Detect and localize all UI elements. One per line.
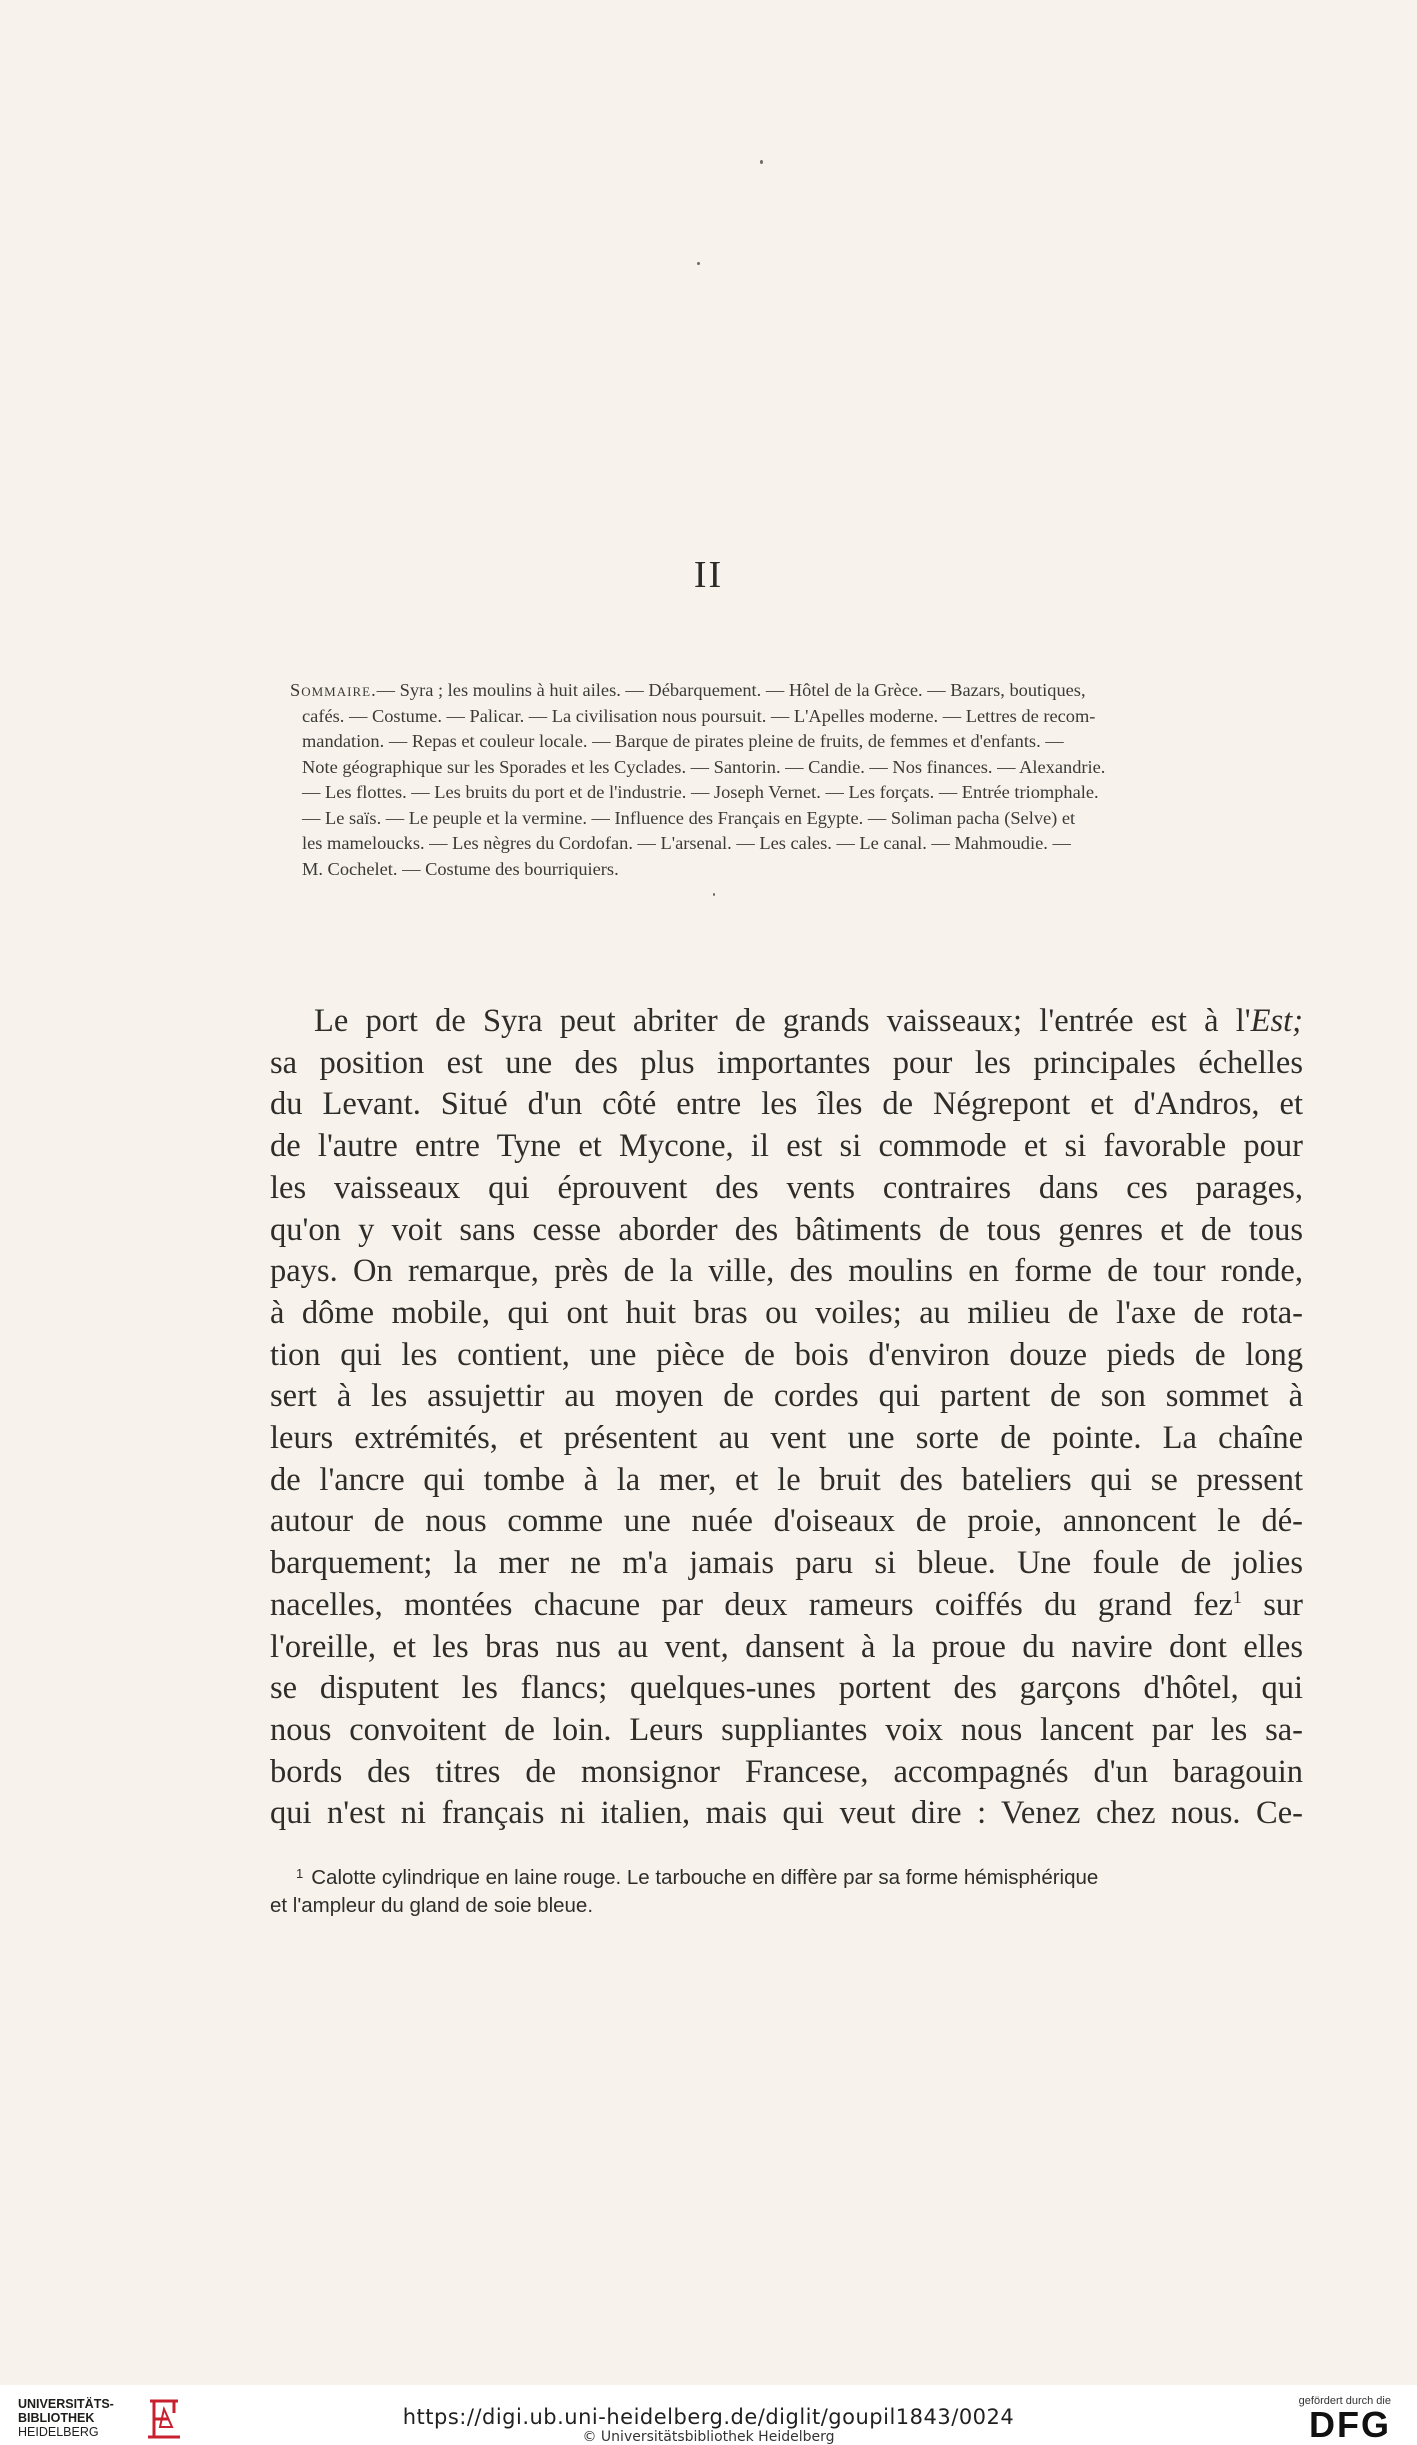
footnote-marker: 1 [296,1866,304,1881]
summary-line: cafés. — Costume. — Palicar. — La civilisation nous poursuit. — L'Apelles moderne. — Lettres de recom- [302,705,1096,726]
body-line: à dôme mobile, qui ont huit bras ou voiles; au milieu de l'axe de rota- [270,1294,1303,1331]
body-line: sert à les assujettir au moyen de cordes qui partent de son sommet à [270,1378,1303,1415]
body-line: pays. On remarque, près de la ville, des moulins en forme de tour ronde, [270,1253,1303,1290]
chapter-summary [290,678,1304,882]
footnote-line: et l'ampleur du gland de soie bleue. [270,1894,594,1917]
body-line: Le port de Syra peut abriter de grands vaisseaux; l'entrée est à l'Est; [314,1003,1303,1039]
footnote [270,1864,1303,1920]
footnote-reference[interactable]: 1 [1232,1586,1242,1607]
body-line: nacelles, montées chacune par deux rameurs coiffés du grand fez$^1$ sur [270,1586,1303,1623]
paper-speck [697,262,700,265]
summary-line: les mameloucks. — Les nègres du Cordofan. — L'arsenal. — Les cales. — Le canal. — Mahmoudie. — [302,833,1071,853]
summary-label: Sommaire. [290,680,377,700]
body-line: l'oreille, et les bras nus au vent, dansent à la proue du navire dont elles [270,1628,1303,1665]
body-line: leurs extrémités, et présentent au vent une sorte de pointe. La chaîne [270,1420,1303,1457]
body-line: se disputent les flancs; quelques-unes portent des garçons d'hôtel, qui [270,1670,1303,1707]
summary-line: — Les flottes. — Les bruits du port et de l'industrie. — Joseph Vernet. — Les forçats. — Entrée triomphale. [302,782,1099,802]
body-line: autour de nous comme une nuée d'oiseaux de proie, annoncent le dé- [270,1503,1303,1540]
library-name: UNIVERSITÄTS- BIBLIOTHEK HEIDELBERG [18,2397,114,2439]
body-text [270,1001,1303,1835]
footnote-line: $^1$ Calotte cylindrique en laine rouge. Le tarbouche en diffère par sa forme hémisphérique [296,1866,1099,1889]
body-line: nous convoitent de loin. Leurs suppliantes voix nous lancent par les sa- [270,1711,1303,1748]
body-line: de l'autre entre Tyne et Mycone, il est si commode et si favorable pour [270,1128,1303,1165]
body-line: barquement; la mer ne m'a jamais paru si bleue. Une foule de jolies [270,1545,1303,1582]
summary-line: M. Cochelet. — Costume des bourriquiers. [302,858,619,879]
body-emphasis: Est; [1250,1003,1303,1039]
funding-note: gefördert durch die [1298,2395,1391,2407]
body-line: qu'on y voit sans cesse aborder des bâtiments de tous genres et de tous [270,1211,1303,1248]
body-line: bords des titres de monsignor Francese, accompagnés d'un baragouin [270,1753,1303,1790]
body-line: qui n'est ni français ni italien, mais qui veut dire : Venez chez nous. Ce- [270,1795,1303,1832]
body-line: du Levant. Situé d'un côté entre les îles de Négrepont et d'Andros, et [270,1086,1303,1123]
summary-line: — Le saïs. — Le peuple et la vermine. — Influence des Français en Egypte. — Soliman pacha (Selve) et [302,807,1076,828]
body-line: les vaisseaux qui éprouvent des vents contraires dans ces parages, [270,1169,1303,1206]
summary-line: Sommaire.— Syra ; les moulins à huit ailes. — Débarquement. — Hôtel de la Grèce. — Bazars, boutiques, [290,680,1086,700]
body-line: sa position est une des plus importantes pour les principales échelles [270,1044,1303,1081]
page-url-link[interactable]: https://digi.ub.uni-heidelberg.de/diglit/goupil1843/0024 [402,2405,1015,2429]
body-line: tion qui les contient, une pièce de bois d'environ douze pieds de long [270,1336,1303,1373]
paper-speck [713,893,715,896]
paper-speck [760,160,763,164]
summary-line: mandation. — Repas et couleur locale. — Barque de pirates pleine de fruits, de femmes et d'enfants. — [302,731,1064,751]
body-line: de l'ancre qui tombe à la mer, et le bruit des bateliers qui se pressent [270,1461,1303,1498]
dfg-wordmark: DFG [1309,2404,1391,2445]
chapter-numeral: II [693,554,724,596]
copyright-notice: © Universitätsbibliothek Heidelberg [582,2429,835,2445]
summary-line: Note géographique sur les Sporades et les Cyclades. — Santorin. — Candie. — Nos finances. — Alexandrie. [302,756,1106,777]
dfg-logo[interactable] [1261,2395,1391,2443]
